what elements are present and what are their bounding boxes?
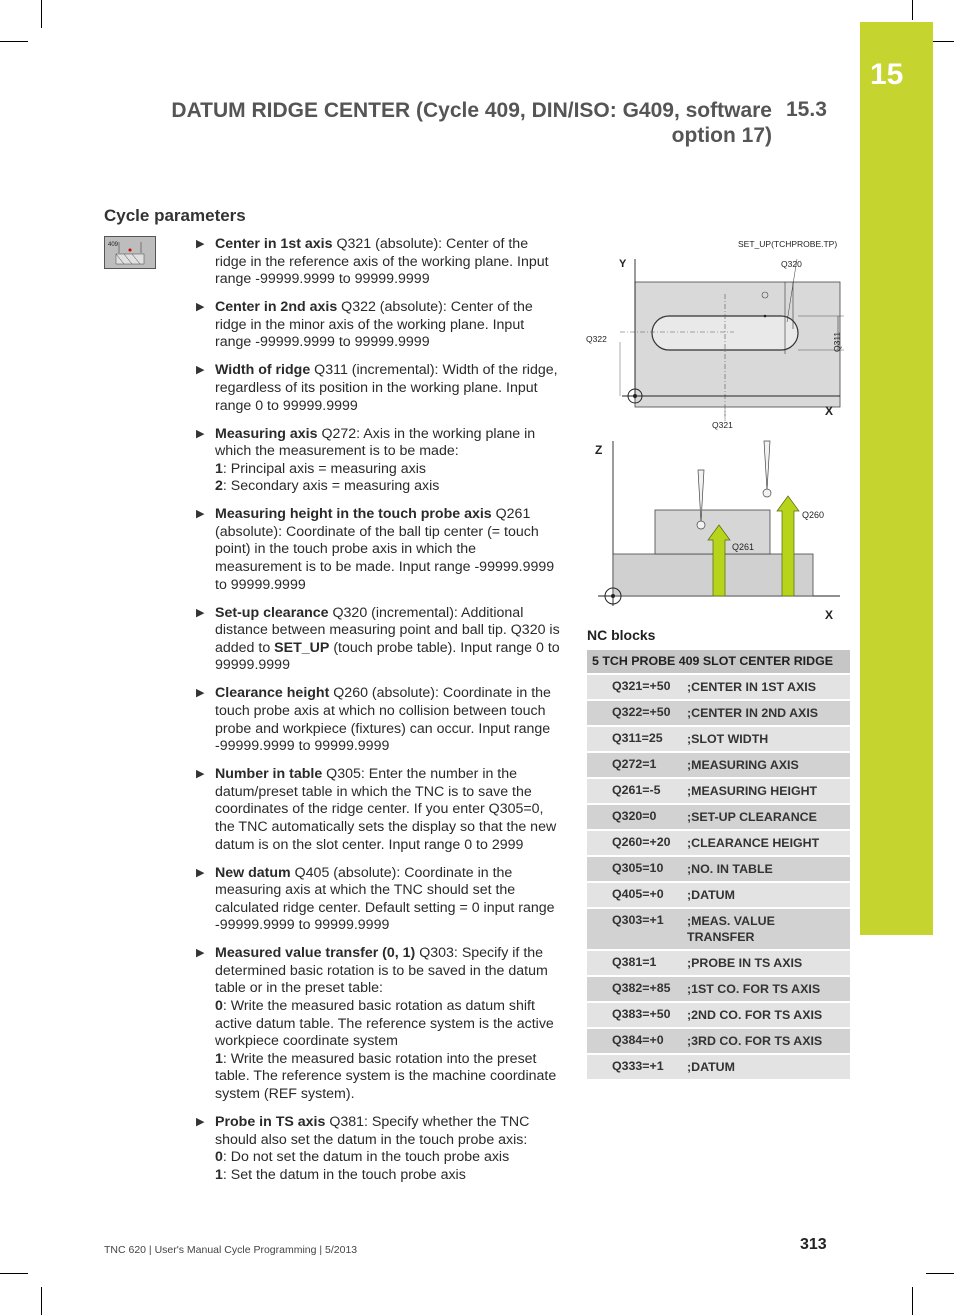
crop-mark: [41, 1287, 42, 1315]
nc-code: Q261=-5: [612, 783, 661, 797]
nc-code: Q305=10: [612, 861, 664, 875]
nc-comment: ;MEAS. VALUE TRANSFER: [687, 914, 775, 944]
axis-x2-label: X: [825, 608, 834, 622]
nc-row: [587, 725, 850, 751]
bullet-arrow-icon: ▶: [196, 768, 205, 781]
nc-code: Q311=25: [612, 731, 663, 745]
nc-header-row: 5 TCH PROBE 409 SLOT CENTER RIDGE: [587, 650, 850, 673]
nc-code: Q383=+50: [612, 1007, 671, 1021]
chapter-number: 15: [870, 58, 904, 91]
nc-blocks-title: NC blocks: [587, 627, 656, 643]
parameter-item: [196, 766, 561, 854]
nc-code: Q382=+85: [612, 981, 671, 995]
label-q322: Q322: [586, 334, 607, 344]
parameter-desc: Q260 (absolute): Coordinate in the touch probe axis at which no collision between touch probe and workpiece (fixtures) can occur. Input range -99999.9999 to 99999.9999: [215, 685, 551, 755]
nc-blocks-table: [587, 650, 850, 1079]
nc-comment: ;DATUM: [687, 888, 735, 902]
crop-mark: [912, 0, 913, 20]
nc-code: Q322=+50: [612, 705, 671, 719]
label-setup: SET_UP(TCHPROBE.TP): [738, 239, 838, 249]
parameter-item: [196, 299, 561, 352]
page-header-title: DATUM RIDGE CENTER (Cycle 409, DIN/ISO: G409, software option 17): [171, 99, 772, 147]
nc-row: [587, 949, 850, 975]
nc-row: [587, 829, 850, 855]
nc-comment: ;NO. IN TABLE: [687, 862, 773, 876]
nc-comment: ;SET-UP CLEARANCE: [687, 810, 817, 824]
section-number: 15.3: [786, 98, 827, 121]
parameter-option: 1: Principal axis = measuring axis: [215, 460, 426, 477]
parameter-item: [196, 605, 561, 675]
cycle-icon-label: 409: [108, 242, 119, 248]
parameter-item: [196, 426, 561, 496]
parameter-item: [196, 945, 561, 1103]
parameter-name: Measuring axis: [215, 425, 318, 442]
nc-code: Q321=+50: [612, 679, 671, 693]
nc-row: [587, 751, 850, 777]
page-number: 313: [800, 1236, 827, 1253]
nc-code: Q260=+20: [612, 835, 671, 849]
crop-mark: [0, 1273, 28, 1274]
nc-comment: ;SLOT WIDTH: [687, 732, 769, 746]
parameter-option: 2: Secondary axis = measuring axis: [215, 478, 440, 495]
section-title: Cycle parameters: [104, 206, 246, 225]
bullet-arrow-icon: ▶: [196, 947, 205, 960]
bullet-arrow-icon: ▶: [196, 427, 205, 440]
parameter-desc: Q381: Specify whether the TNC should also set the datum in the touch probe axis:: [215, 1114, 530, 1148]
label-q321: Q321: [712, 420, 733, 430]
nc-code: Q333=+1: [612, 1059, 664, 1073]
nc-code: Q272=1: [612, 757, 657, 771]
parameter-desc: Q305: Enter the number in the datum/preset table in which the TNC is to save the coordinates of the ridge center. If you enter Q305=0, the TNC automatically sets the display so that the new datum is on the slot center. Input range 0 to 2999: [215, 766, 557, 853]
nc-row: [587, 881, 850, 907]
parameter-list: [196, 236, 561, 1195]
crop-mark: [41, 0, 42, 28]
crop-mark: [926, 1273, 954, 1274]
parameter-name: Clearance height: [215, 685, 330, 702]
parameter-item: [196, 865, 561, 935]
parameter-desc: Q320 (incremental): Additional distance between measuring point and ball tip. Q320 is added to: [215, 604, 560, 656]
parameter-item: [196, 362, 561, 415]
parameter-desc: Q405 (absolute): Coordinate in the measuring axis at which the TNC should set the calculated ridge center. Default setting = 0 input range -99999.9999 to 99999.9999: [215, 864, 555, 934]
parameter-item: [196, 506, 561, 594]
nc-row: [587, 975, 850, 1001]
parameter-desc: Q321 (absolute): Center of the ridge in the reference axis of the working plane. Input range -99999.9999 to 99999.9999: [215, 236, 549, 288]
parameter-option: 1: Write the measured basic rotation into the preset table. The reference system is the machine coordinate system (REF system).: [215, 1050, 557, 1103]
axis-z-label: Z: [595, 443, 603, 457]
parameter-name: Measuring height in the touch probe axis: [215, 506, 492, 523]
nc-comment: ;MEASURING AXIS: [687, 758, 799, 772]
parameter-desc-bold: SET_UP: [274, 639, 330, 656]
parameter-name: Center in 1st axis: [215, 236, 333, 252]
parameter-name: New datum: [215, 864, 291, 881]
parameter-desc: Q311 (incremental): Width of the ridge, regardless of its position in the working plane. Input range 0 to 99999.9999: [215, 362, 558, 414]
cycle-409-icon: [104, 236, 156, 269]
bullet-arrow-icon: ▶: [196, 301, 205, 314]
nc-row: [587, 803, 850, 829]
nc-code: Q405=+0: [612, 887, 664, 901]
bullet-arrow-icon: ▶: [196, 687, 205, 700]
nc-comment: ;1ST CO. FOR TS AXIS: [687, 982, 821, 996]
nc-row: [587, 1027, 850, 1053]
probing-diagram: [582, 234, 857, 629]
parameter-item: [196, 685, 561, 755]
bullet-arrow-icon: ▶: [196, 508, 205, 521]
axis-x-label: X: [825, 404, 834, 418]
chapter-tab: [860, 22, 933, 935]
bullet-arrow-icon: ▶: [196, 606, 205, 619]
parameter-desc: Q303: Specify if the determined basic rotation is to be saved in the datum table or in the preset table:: [215, 945, 548, 997]
bullet-arrow-icon: ▶: [196, 364, 205, 377]
crop-mark: [912, 1287, 913, 1315]
bullet-arrow-icon: ▶: [196, 238, 205, 250]
parameter-item: [196, 1114, 561, 1184]
nc-row: [587, 907, 850, 949]
nc-row: [587, 1053, 850, 1079]
parameter-name: Width of ridge: [215, 362, 311, 379]
nc-code: Q303=+1: [612, 913, 664, 927]
parameter-name: Measured value transfer (0, 1): [215, 945, 416, 962]
nc-comment: ;DATUM: [687, 1060, 735, 1074]
parameter-option: 0: Write the measured basic rotation as datum shift active datum table. The reference system is the active workpiece coordinate system: [215, 998, 554, 1050]
axis-y-label: Y: [619, 258, 627, 270]
nc-row: [587, 673, 850, 699]
nc-comment: ;3RD CO. FOR TS AXIS: [687, 1034, 823, 1048]
nc-comment: ;2ND CO. FOR TS AXIS: [687, 1008, 823, 1022]
footer-text: TNC 620 | User's Manual Cycle Programming | 5/2013: [104, 1244, 358, 1256]
parameter-desc-tail: (touch probe table). Input range 0 to 99999.9999: [215, 639, 560, 674]
label-q311: Q311: [832, 331, 842, 352]
parameter-name: Center in 2nd axis: [215, 299, 338, 316]
parameter-option: 1: Set the datum in the touch probe axis: [215, 1166, 466, 1183]
nc-code: Q320=0: [612, 809, 657, 823]
nc-row: [587, 699, 850, 725]
parameter-desc: Q272: Axis in the working plane in which the measurement is to be made:: [215, 425, 536, 460]
parameter-item: [196, 236, 561, 289]
nc-comment: ;CENTER IN 2ND AXIS: [687, 706, 819, 720]
parameter-name: Number in table: [215, 766, 323, 783]
parameter-desc: Q261 (absolute): Coordinate of the ball tip center (= touch point) in the touch probe axis in which the measurement is to be made. Input range -99999.9999 to 99999.9999: [215, 506, 555, 593]
label-q261: Q261: [732, 542, 755, 552]
crop-mark: [0, 41, 28, 42]
nc-row: [587, 855, 850, 881]
nc-comment: ;PROBE IN TS AXIS: [687, 956, 803, 970]
parameter-name: Probe in TS axis: [215, 1114, 326, 1131]
nc-row: [587, 777, 850, 803]
nc-comment: ;CLEARANCE HEIGHT: [687, 836, 820, 850]
parameter-option: 0: Do not set the datum in the touch probe axis: [215, 1149, 510, 1166]
label-q320: Q320: [781, 259, 802, 269]
nc-comment: ;MEASURING HEIGHT: [687, 784, 818, 798]
parameter-name: Set-up clearance: [215, 604, 329, 621]
label-q260: Q260: [802, 510, 825, 520]
parameter-desc: Q322 (absolute): Center of the ridge in the minor axis of the working plane. Input range -99999.9999 to 99999.9999: [215, 299, 533, 351]
bullet-arrow-icon: ▶: [196, 866, 205, 879]
bullet-arrow-icon: ▶: [196, 1116, 205, 1129]
nc-code: Q381=1: [612, 955, 657, 969]
nc-code: Q384=+0: [612, 1033, 664, 1047]
nc-comment: ;CENTER IN 1ST AXIS: [687, 680, 816, 694]
nc-row: [587, 1001, 850, 1027]
